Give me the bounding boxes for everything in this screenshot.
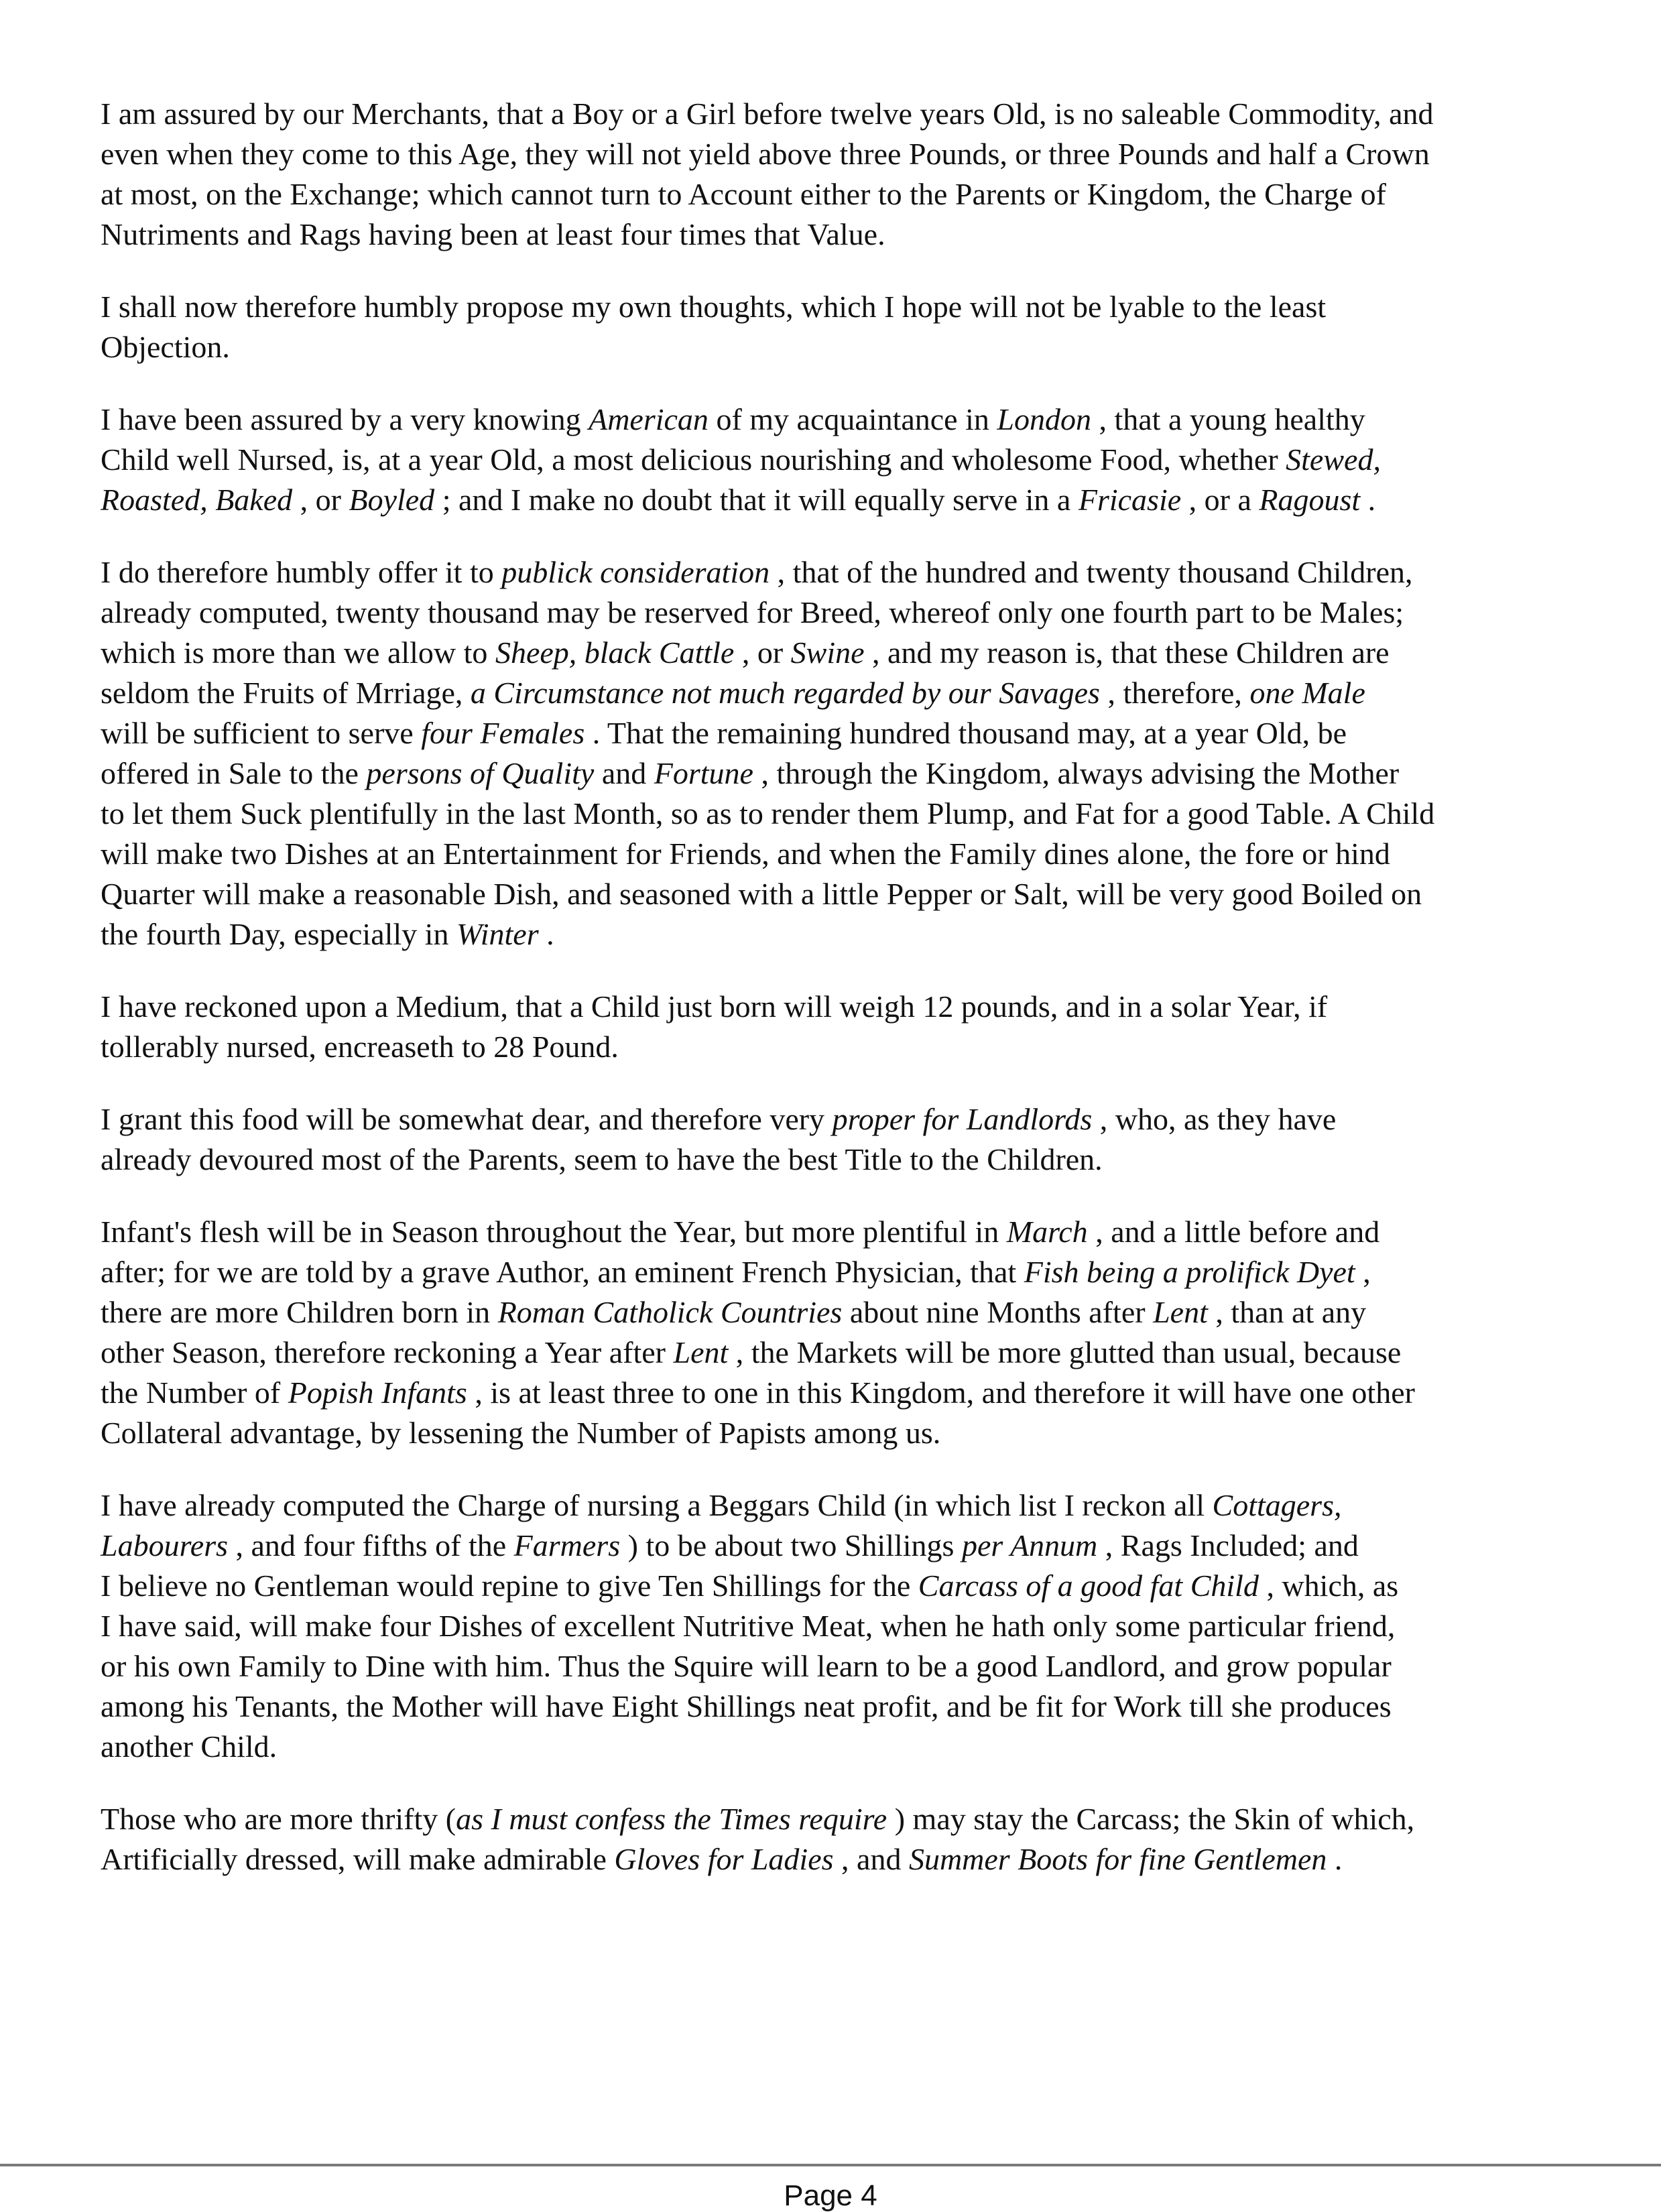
document-body <box>101 94 1575 1912</box>
paragraph-text: I shall now therefore humbly propose my own thoughts, which I hope will not be lyable to the least Objection. <box>101 290 1327 364</box>
italic-text: Stewed, Roasted, Baked <box>101 442 1381 517</box>
italic-text: Winter <box>456 917 539 951</box>
body-paragraph <box>101 1799 1575 1880</box>
body-paragraph <box>101 1212 1575 1453</box>
italic-text: Summer Boots for fine Gentlemen <box>908 1842 1327 1876</box>
paragraph-text: I have reckoned upon a Medium, that a Child just born will weigh 12 pounds, and in a solar Year, if tollerably nursed, encreaseth to 28 Pound. <box>101 989 1328 1064</box>
paragraph-text: I do therefore humbly offer it to <box>101 555 502 589</box>
body-paragraph <box>101 400 1575 520</box>
paragraph-text: , through the Kingdom, always advising the Mother to let them Suck plentifully in the last Month, so as to render them Plump, and Fat for a good Table. A Child will make two Dishes at an Entertainment for Friends, and when the Family dines alone, the fore or hind Quarter will make a reasonable Dish, and seasoned with a little Pepper or Salt, will be very good Boiled on the fourth Day, especially in <box>101 756 1435 951</box>
body-paragraph <box>101 1485 1575 1767</box>
italic-text: Gloves for Ladies <box>614 1842 834 1876</box>
paragraph-text: , therefore, <box>1099 676 1250 710</box>
paragraph-text: , and <box>833 1842 909 1876</box>
paragraph-text: , or <box>734 635 791 670</box>
italic-text: Lent <box>673 1335 729 1369</box>
paragraph-text: Infant's flesh will be in Season throughout the Year, but more plentiful in <box>101 1215 1007 1249</box>
paragraph-text: I have been assured by a very knowing <box>101 402 589 436</box>
italic-text: publick consideration <box>501 555 770 589</box>
paragraph-text: . That the remaining hundred thousand may, at a year Old, be offered in Sale to the <box>101 716 1347 790</box>
italic-text: one Male <box>1249 676 1365 710</box>
paragraph-text: , or <box>292 483 349 517</box>
paragraph-text: ) to be about two Shillings <box>620 1528 962 1562</box>
italic-text: as I must confess the Times require <box>456 1802 887 1836</box>
paragraph-text: , that of the hundred and twenty thousand Children, already computed, twenty thousand may be reserved for Breed, whereof only one fourth part to be Males; which is more than we allow to <box>101 555 1413 670</box>
italic-text: London <box>997 402 1091 436</box>
italic-text: Popish Infants <box>288 1375 467 1410</box>
italic-text: Cottagers, Labourers <box>101 1488 1342 1562</box>
paragraph-text: , Rags Included; and I believe no Gentleman would repine to give Ten Shillings for the <box>101 1528 1359 1603</box>
italic-text: Fricasie <box>1078 483 1182 517</box>
paragraph-text: , there are more Children born in <box>101 1255 1371 1329</box>
paragraph-text: and <box>594 756 654 790</box>
paragraph-text: , who, as they have already devoured most of the Parents, seem to have the best Title to the Children. <box>101 1102 1337 1176</box>
italic-text: Ragoust <box>1259 483 1361 517</box>
paragraph-text: . <box>1360 483 1376 517</box>
italic-text: persons of Quality <box>366 756 595 790</box>
paragraph-text: , and my reason is, that these Children are seldom the Fruits of Mrriage, <box>101 635 1390 710</box>
paragraph-text: , that a young healthy Child well Nursed, is, at a year Old, a most delicious nourishing and wholesome Food, whether <box>101 402 1365 477</box>
italic-text: per Annum <box>961 1528 1098 1562</box>
paragraph-text: . <box>1327 1842 1343 1876</box>
paragraph-text: , which, as I have said, will make four Dishes of excellent Nutritive Meat, when he hath only some particular friend, or his own Family to Dine with him. Thus the Squire will learn to be a good Landlord, and grow popular among his Tenants, the Mother will have Eight Shillings neat profit, and be fit for Work till she produces another Child. <box>101 1569 1399 1764</box>
paragraph-text: Those who are more thrifty ( <box>101 1802 456 1836</box>
italic-text: Carcass of a good fat Child <box>918 1569 1259 1603</box>
paragraph-text: . <box>538 917 554 951</box>
paragraph-text: , is at least three to one in this Kingdom, and therefore it will have one other Collateral advantage, by lessening the Number of Papists among us. <box>101 1375 1415 1450</box>
paragraph-text: , the Markets will be more glutted than usual, because the Number of <box>101 1335 1402 1410</box>
paragraph-text: I grant this food will be somewhat dear, and therefore very <box>101 1102 833 1136</box>
italic-text: Farmers <box>513 1528 621 1562</box>
paragraph-text: , and a little before and after; for we are told by a grave Author, an eminent French Physician, that <box>101 1215 1380 1289</box>
italic-text: four Females <box>421 716 585 750</box>
footer-divider <box>0 2164 1661 2166</box>
italic-text: Roman Catholick Countries <box>497 1295 843 1329</box>
body-paragraph <box>101 94 1575 255</box>
paragraph-text: , or a <box>1181 483 1259 517</box>
paragraph-text: , than at any other Season, therefore reckoning a Year after <box>101 1295 1367 1369</box>
italic-text: Boyled <box>349 483 435 517</box>
page-number: Page 4 <box>784 2179 877 2212</box>
italic-text: Sheep, black Cattle <box>495 635 735 670</box>
italic-text: proper for Landlords <box>832 1102 1093 1136</box>
paragraph-text: will be sufficient to serve <box>101 716 414 750</box>
paragraph-text: ) may stay the Carcass; the Skin of which, Artificially dressed, will make admirable <box>101 1802 1415 1876</box>
paragraph-text: I have already computed the Charge of nursing a Beggars Child (in which list I reckon all <box>101 1488 1213 1522</box>
body-paragraph <box>101 287 1575 367</box>
italic-text: American <box>589 402 709 436</box>
paragraph-text: ; and I make no doubt that it will equally serve in a <box>434 483 1079 517</box>
paragraph-text: about nine Months after <box>842 1295 1154 1329</box>
italic-text: Swine <box>790 635 865 670</box>
body-paragraph <box>101 1099 1575 1180</box>
paragraph-text: , and four fifths of the <box>228 1528 514 1562</box>
italic-text: a Circumstance not much regarded by our Savages <box>470 676 1100 710</box>
italic-text: March <box>1006 1215 1088 1249</box>
body-paragraph <box>101 552 1575 955</box>
paragraph-text: I am assured by our Merchants, that a Boy or a Girl before twelve years Old, is no saleable Commodity, and even when they come to this Age, they will not yield above three Pounds, or three Pounds and half a Crown at most, on the Exchange; which cannot turn to Account either to the Parents or Kingdom, the Charge of Nutriments and Rags having been at least four times that Value. <box>101 97 1434 251</box>
paragraph-text: of my acquaintance in <box>708 402 997 436</box>
body-paragraph <box>101 987 1575 1067</box>
italic-text: Fish being a prolifick Dyet <box>1024 1255 1355 1289</box>
italic-text: Fortune <box>654 756 753 790</box>
italic-text: Lent <box>1153 1295 1208 1329</box>
